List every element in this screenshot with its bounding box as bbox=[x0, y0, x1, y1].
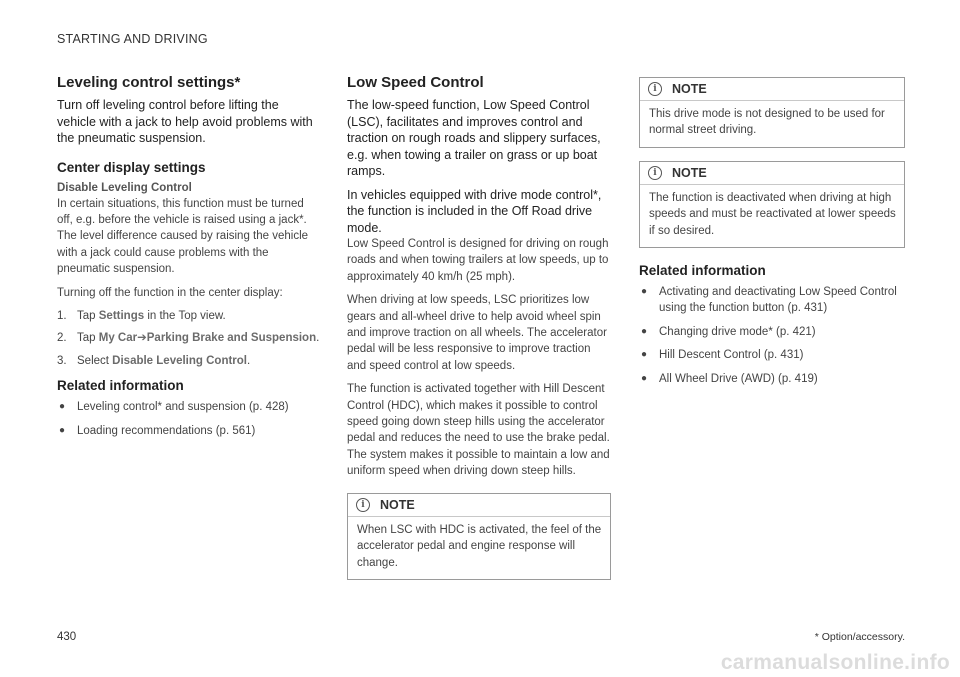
note-title: NOTE bbox=[672, 82, 707, 96]
note-title: NOTE bbox=[672, 165, 707, 180]
page-number: 430 bbox=[57, 631, 77, 643]
related-item[interactable] bbox=[57, 399, 321, 415]
section-title: Low Speed Control bbox=[347, 74, 484, 91]
related-link[interactable]: Loading recommendations (p. 561) bbox=[77, 424, 256, 437]
step-number: 2. bbox=[57, 332, 67, 345]
note-text: This drive mode is not designed to be used for normal street driving. bbox=[649, 108, 885, 137]
paragraph: The function is activated together with Hill Descent Control (HDC), which makes it possible to control speed going down steep hills using the accelerator pedal and reduces the need to use the brake pedal. The system makes it possible to maintain a low and uniform speed when driving down steep hills. bbox=[347, 383, 610, 478]
step-item bbox=[57, 308, 321, 324]
step-item bbox=[57, 330, 321, 346]
note-header bbox=[640, 162, 904, 185]
step-text: . bbox=[316, 332, 320, 345]
section-title: Leveling control settings* bbox=[57, 74, 241, 91]
related-list bbox=[57, 399, 321, 439]
bullet-icon: ● bbox=[641, 349, 648, 361]
related-list bbox=[639, 284, 905, 387]
note-header bbox=[348, 494, 610, 517]
note-box bbox=[639, 161, 905, 248]
intro-text: The low-speed function, Low Speed Control (LSC), facilitates and improves control and traction on rough roads and slippery surfaces, e.g. when towing a trailer on grass or up boat ramps. bbox=[347, 98, 601, 178]
paragraph: Turning off the function in the center display: bbox=[57, 286, 283, 299]
step-text: Tap bbox=[77, 332, 99, 345]
arrow-right-icon: ➔ bbox=[137, 332, 147, 345]
bullet-icon: ● bbox=[641, 372, 648, 384]
subheading: Center display settings bbox=[57, 159, 206, 175]
menu-path-my-car: My Car bbox=[98, 332, 138, 345]
menu-path-parking-brake: Parking Brake and Suspension bbox=[146, 332, 317, 345]
related-item[interactable] bbox=[639, 371, 905, 387]
related-item[interactable] bbox=[57, 423, 321, 439]
related-link[interactable]: All Wheel Drive (AWD) (p. 419) bbox=[659, 372, 818, 385]
paragraph: Low Speed Control is designed for driving on rough roads and when towing trailers at low speeds, up to approximately 40 km/h (25 mph). bbox=[347, 238, 609, 283]
related-link[interactable]: Changing drive mode* (p. 421) bbox=[659, 325, 816, 338]
bullet-icon: ● bbox=[641, 286, 648, 298]
related-link[interactable]: Hill Descent Control (p. 431) bbox=[659, 349, 804, 362]
intro-text: Turn off leveling control before lifting the vehicle with a jack to help avoid problems with the pneumatic suspension. bbox=[57, 98, 313, 145]
note-text: When LSC with HDC is activated, the feel of the accelerator pedal and engine response will change. bbox=[357, 523, 602, 569]
step-text: Tap bbox=[77, 309, 99, 322]
watermark: carmanualsonline.info bbox=[720, 651, 950, 674]
related-item[interactable] bbox=[639, 347, 905, 363]
footnote: * Option/accessory. bbox=[814, 631, 905, 643]
note-text: The function is deactivated when driving at high speeds and must be reactivated at lower speeds if so desired. bbox=[649, 191, 896, 237]
column-notes bbox=[639, 77, 905, 394]
related-heading: Related information bbox=[639, 263, 766, 279]
column-low-speed-control bbox=[347, 73, 611, 580]
note-box bbox=[347, 493, 611, 580]
column-leveling-control bbox=[57, 73, 321, 446]
info-icon: i bbox=[648, 82, 662, 96]
related-item[interactable] bbox=[639, 284, 905, 317]
step-text: Select bbox=[77, 354, 113, 367]
related-link[interactable]: Activating and deactivating Low Speed Control using the function button (p. 431) bbox=[659, 286, 897, 315]
step-number: 1. bbox=[57, 309, 67, 322]
bullet-icon: ● bbox=[59, 401, 66, 413]
bullet-icon: ● bbox=[59, 424, 66, 436]
step-number: 3. bbox=[57, 354, 67, 367]
step-item bbox=[57, 353, 321, 369]
paragraph: When driving at low speeds, LSC prioritizes low gears and all-wheel drive to help avoid wheel spin and improve traction on all wheels. The accelerator pedal will be less responsive to improve traction and speed control at low speeds. bbox=[347, 294, 607, 372]
paragraph: In certain situations, this function must be turned off, e.g. before the vehicle is raised using a jack*. The level difference caused by raising the vehicle with a jack could cause problems with the pneumatic suspension. bbox=[57, 197, 309, 276]
step-text: . bbox=[247, 354, 251, 367]
note-title: NOTE bbox=[380, 497, 415, 512]
intro-text: In vehicles equipped with drive mode control*, the function is included in the Off Road drive mode. bbox=[347, 187, 602, 235]
steps-list bbox=[57, 308, 321, 369]
related-item[interactable] bbox=[639, 324, 905, 340]
note-box bbox=[639, 77, 905, 148]
menu-path-disable-leveling: Disable Leveling Control bbox=[112, 354, 247, 367]
info-icon: i bbox=[356, 498, 370, 512]
note-header bbox=[640, 78, 904, 101]
related-link[interactable]: Leveling control* and suspension (p. 428) bbox=[77, 401, 289, 414]
step-text: in the Top view. bbox=[144, 309, 226, 322]
menu-path-settings: Settings bbox=[98, 309, 145, 322]
sub-subheading: Disable Leveling Control bbox=[57, 181, 192, 194]
bullet-icon: ● bbox=[641, 325, 648, 337]
info-icon: i bbox=[648, 166, 662, 180]
related-heading: Related information bbox=[57, 378, 184, 394]
running-header: STARTING AND DRIVING bbox=[57, 32, 208, 46]
